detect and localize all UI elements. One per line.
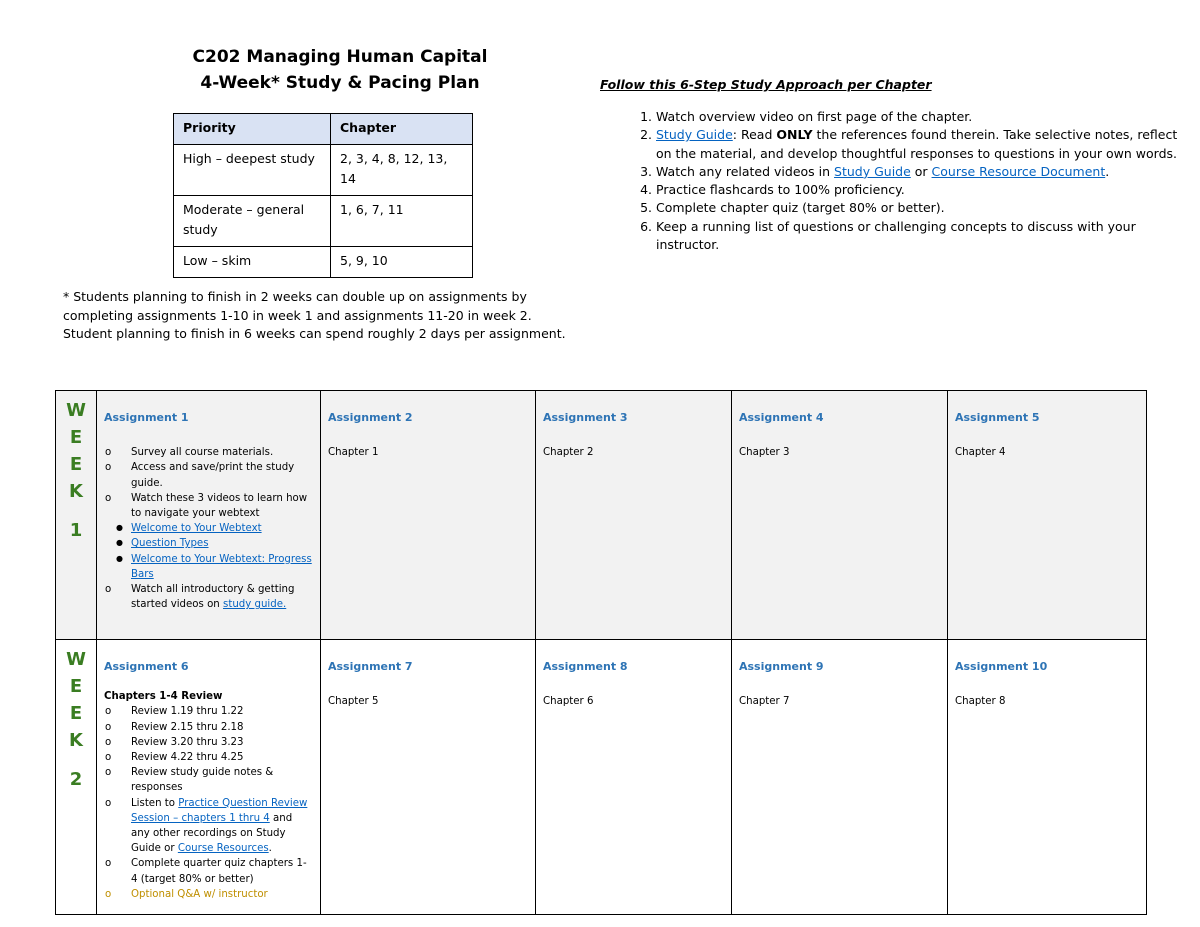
list-item: o Survey all course materials.: [104, 445, 312, 460]
assignment-title: Assignment 9: [739, 660, 824, 673]
assignment-title: Assignment 8: [543, 660, 628, 673]
study-guide-link[interactable]: Study Guide: [656, 127, 733, 143]
priority-cell: Moderate – general study: [174, 196, 331, 247]
assignment-chapter: Chapter 6: [543, 696, 594, 708]
page-title: [150, 44, 530, 96]
list-item-text: Watch these 3 videos to learn how to navigate your webtext: [131, 492, 308, 520]
steps-list: [628, 108, 1186, 254]
footnote-line-2: completing assignments 1-10 in week 1 and assignments 11-20 in week 2.: [63, 307, 532, 323]
assignment-8-cell: [536, 640, 732, 915]
assignment-title: Assignment 7: [328, 660, 413, 673]
priority-header: Priority: [174, 114, 331, 145]
week-letter: K: [69, 481, 83, 502]
assignment-4-cell: [732, 391, 948, 640]
week-letter: W: [66, 649, 86, 670]
assignment-chapter: Chapter 3: [739, 447, 790, 459]
list-item-text: Listen to: [131, 797, 179, 809]
assignment-title: Assignment 5: [955, 411, 1040, 424]
practice-question-review-link[interactable]: Practice Question Review Session – chapters 1 thru 4: [131, 797, 308, 824]
step-2-text-b: the references found therein. Take selective notes, reflect on the material, and develop thoughtful responses to questions in your own words.: [656, 127, 1178, 161]
week-1-label: [56, 391, 97, 640]
footnote-line-3: Student planning to finish in 6 weeks can spend roughly 2 days per assignment.: [63, 326, 566, 341]
week-letter: E: [69, 703, 83, 724]
assignment-chapter: Chapter 1: [328, 447, 379, 459]
assignment-chapter: Chapter 4: [955, 447, 1006, 459]
week-number: 2: [69, 769, 83, 790]
list-item-text: .: [268, 843, 272, 855]
step-6: 6. Keep a running list of questions or challenging concepts to discuss with your instructor.: [656, 218, 1186, 255]
assignment-title: Assignment 6: [104, 660, 189, 673]
priority-table-header: [174, 114, 473, 145]
footnote: [63, 288, 583, 344]
footnote-line-1: * Students planning to finish in 2 weeks can double up on assignments by: [63, 289, 527, 304]
priority-cell: High – deepest study: [174, 145, 331, 196]
week-number: 1: [69, 520, 83, 541]
weekly-plan-table: [55, 390, 1147, 915]
assignment-2-cell: [321, 391, 536, 640]
list-item: o Review 3.20 thru 3.23: [104, 735, 312, 750]
chapter-header: Chapter: [331, 114, 473, 145]
assignment-chapter: Chapter 8: [955, 696, 1006, 708]
step-3: [656, 163, 1186, 181]
list-item: o Access and save/print the study guide.: [104, 460, 312, 490]
assignment-title: Assignment 2: [328, 411, 413, 424]
list-item: o Complete quarter quiz chapters 1-4 (target 80% or better): [104, 856, 312, 886]
chapter-cell: 2, 3, 4, 8, 12, 13, 14: [331, 145, 473, 196]
step-5: 5. Complete chapter quiz (target 80% or better).: [656, 199, 1186, 217]
assignment-title: Assignment 10: [955, 660, 1048, 673]
step-3-or: or: [910, 163, 932, 179]
assignment-9-cell: [732, 640, 948, 915]
week-letter: K: [69, 730, 83, 751]
assignment-1-list: [104, 445, 312, 612]
study-guide-link[interactable]: Study Guide: [834, 163, 911, 179]
step-2-text-a: : Read: [732, 127, 777, 143]
table-row: [174, 196, 473, 247]
week-2-label: [56, 640, 97, 915]
assignment-title: Assignment 4: [739, 411, 824, 424]
study-guide-link[interactable]: study guide.: [223, 599, 287, 611]
step-1: 1. Watch overview video on first page of the chapter.: [656, 108, 1186, 126]
assignment-7-cell: [321, 640, 536, 915]
video-list: [104, 521, 312, 582]
course-resource-document-link[interactable]: Course Resource Document: [931, 163, 1106, 179]
assignment-3-cell: [536, 391, 732, 640]
step-2: [656, 126, 1186, 163]
step-4: 4. Practice flashcards to 100% proficiency.: [656, 181, 1186, 199]
course-resources-link[interactable]: Course Resources: [177, 843, 269, 855]
list-item: o Optional Q&A w/ instructor: [104, 887, 312, 902]
progress-bars-link[interactable]: Welcome to Your Webtext: Progress Bars: [131, 553, 312, 580]
week-2-row: [56, 640, 1147, 915]
list-item: [104, 491, 312, 582]
list-item: [104, 796, 312, 857]
list-item: [104, 536, 312, 551]
week-1-row: [56, 391, 1147, 640]
step-3-end: .: [1105, 163, 1110, 179]
assignment-6-cell: [97, 640, 321, 915]
step-2-bold: ONLY: [776, 127, 813, 143]
table-row: [174, 247, 473, 278]
assignment-6-list: [104, 704, 312, 902]
priority-cell: Low – skim: [174, 247, 331, 278]
chapter-cell: 5, 9, 10: [331, 247, 473, 278]
step-3-text-a: Watch any related videos in: [656, 163, 835, 179]
assignment-10-cell: [948, 640, 1147, 915]
question-types-link[interactable]: Question Types: [131, 538, 209, 550]
title-line-1: C202 Managing Human Capital: [192, 47, 488, 67]
list-item: [104, 582, 312, 612]
week-letter: W: [66, 400, 86, 421]
list-item: o Review study guide notes & responses: [104, 765, 312, 795]
list-item: o Review 1.19 thru 1.22: [104, 704, 312, 719]
week-letter: E: [69, 676, 83, 697]
assignment-title: Assignment 1: [104, 411, 189, 424]
list-item: o Review 4.22 thru 4.25: [104, 750, 312, 765]
priority-table: [173, 113, 473, 278]
assignment-chapter: Chapter 2: [543, 447, 594, 459]
review-subtitle: Chapters 1-4 Review: [104, 691, 223, 703]
list-item-text: and any other recordings on Study Guide or: [131, 812, 293, 855]
week-letter: E: [69, 454, 83, 475]
week-letter: E: [69, 427, 83, 448]
list-item-text: Watch all introductory & getting started videos on: [131, 584, 295, 611]
welcome-webtext-link[interactable]: Welcome to Your Webtext: [131, 523, 262, 535]
table-row: [174, 145, 473, 196]
assignment-5-cell: [948, 391, 1147, 640]
list-item: o Review 2.15 thru 2.18: [104, 720, 312, 735]
list-item: [104, 521, 312, 536]
steps-title: Follow this 6-Step Study Approach per Chapter: [600, 77, 932, 92]
assignment-1-cell: [97, 391, 321, 640]
chapter-cell: 1, 6, 7, 11: [331, 196, 473, 247]
title-line-2: 4-Week* Study & Pacing Plan: [200, 73, 480, 93]
assignment-title: Assignment 3: [543, 411, 628, 424]
assignment-chapter: Chapter 7: [739, 696, 790, 708]
assignment-chapter: Chapter 5: [328, 696, 379, 708]
list-item: [104, 552, 312, 582]
